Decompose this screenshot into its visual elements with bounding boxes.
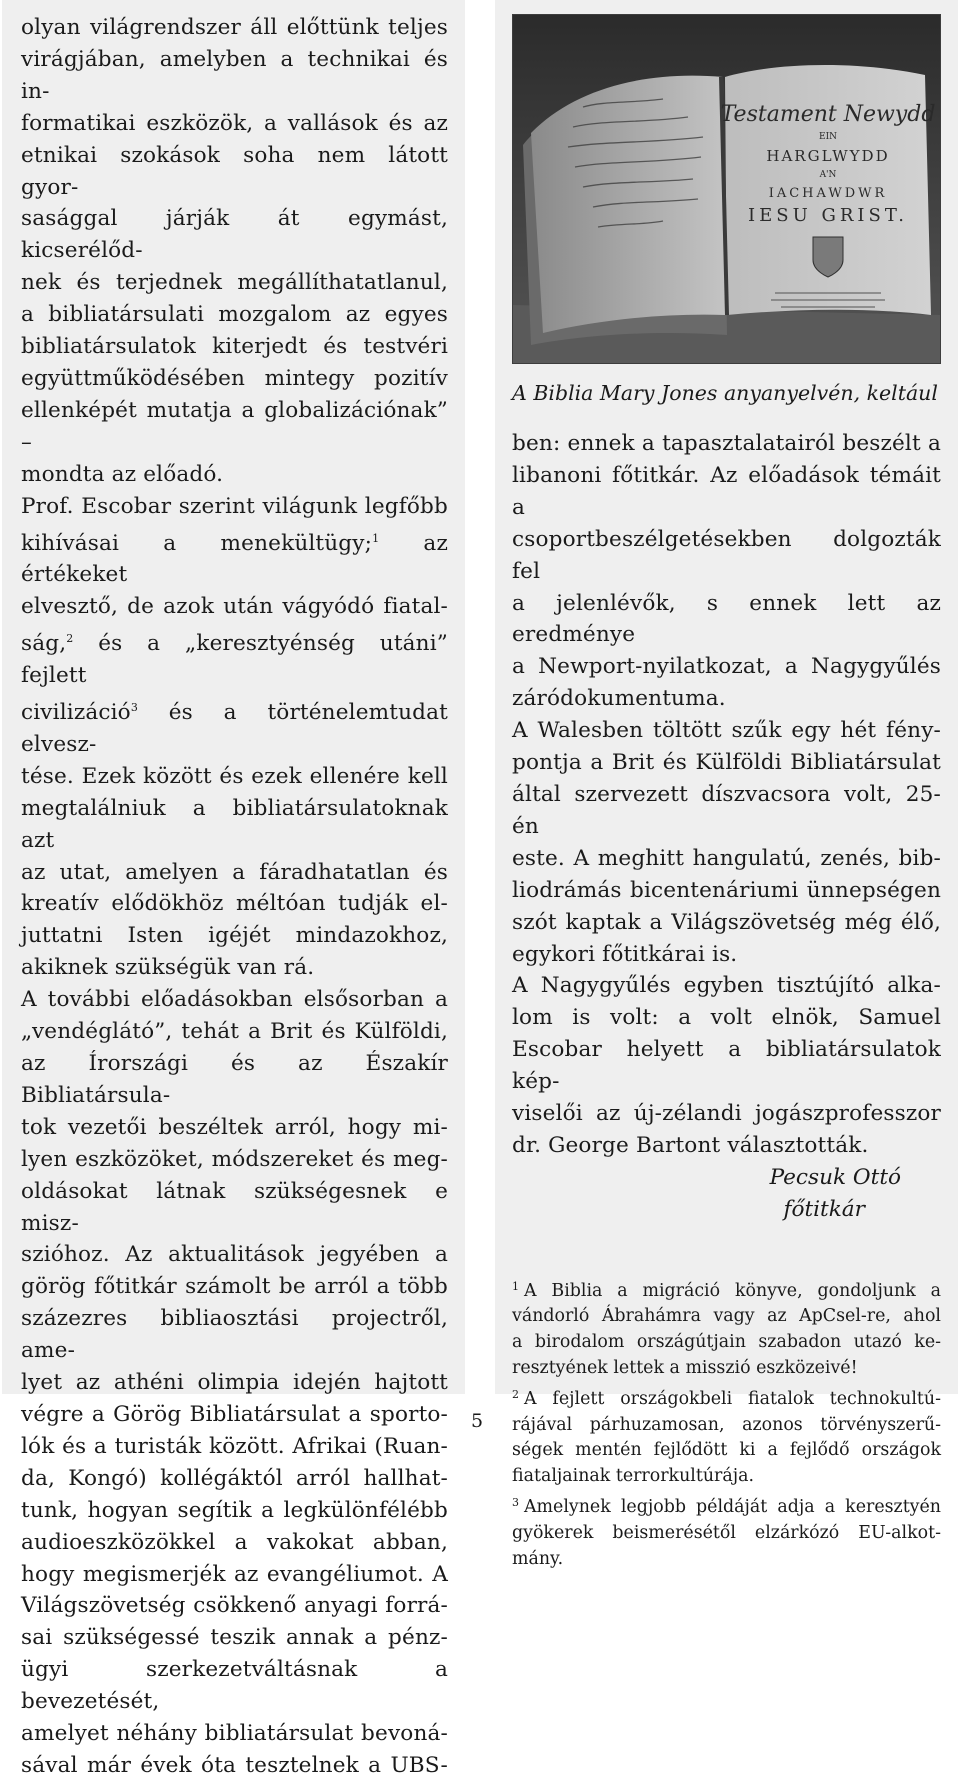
text-line: lók és a turisták között. Afrikai (Ruan-: [21, 1433, 448, 1459]
footnote-line: fiataljainak terrorkultúrája.: [512, 1466, 754, 1487]
text-line: megtalálniuk a bibliatársulatoknak azt: [21, 795, 448, 853]
text-fragment: és a „keresztyénség utáni” fejlett: [21, 631, 448, 689]
footnote-line: gyökerek beismerésétől elzárkózó EU-alkot-: [512, 1522, 941, 1543]
text-line: libanoni főtitkár. Az előadások témáit a: [512, 462, 941, 520]
text-line: nek és terjednek megállíthatatlanul,: [21, 270, 448, 296]
footnote-line: ségek mentén fejlődött ki a fejlődő országok: [512, 1440, 941, 1461]
text-line: együttműködésében mintegy pozitív: [21, 365, 448, 391]
footnote: [512, 1490, 941, 1572]
text-fragment: ság,: [21, 631, 67, 657]
text-fragment: civilizáció: [21, 700, 131, 726]
text-line: virágjában, amelyben a technikai és in-: [21, 46, 448, 104]
footnote: [512, 1382, 941, 1490]
text-line: viselői az új-zélandi jogászprofesszor: [512, 1101, 941, 1127]
text-line: pontja a Brit és Külföldi Bibliatársulat: [512, 750, 941, 776]
text-line: audioeszközökkel a vakokat abban,: [21, 1529, 448, 1555]
text-line: záródokumentuma.: [512, 686, 726, 712]
text-line: hogy megismerjék az evangéliumot. A: [21, 1561, 448, 1587]
text-line: Escobar helyett a bibliatársulatok kép-: [512, 1037, 941, 1095]
text-line: [21, 692, 448, 761]
text-line: ügyi szerkezetváltásnak a bevezetését,: [21, 1657, 448, 1715]
text-line: görög főtitkár számolt be arról a több: [21, 1274, 448, 1300]
photo-caption: A Biblia Mary Jones anyanyelvén, keltául: [512, 381, 938, 405]
text-fragment: és a történelemtudat elvesz-: [21, 700, 448, 757]
text-line: az utat, amelyen a fáradhatatlan és: [21, 859, 448, 885]
text-line: százezres bibliaosztási projectről, ame-: [21, 1306, 448, 1364]
text-line: a bibliatársulati mozgalom az egyes: [21, 302, 448, 328]
text-line: A további előadásokban elsősorban a: [21, 987, 448, 1013]
text-line: elvesztő, de azok után vágyódó fiatal-: [21, 594, 448, 620]
text-line: dr. George Bartont választották.: [512, 1132, 869, 1158]
text-fragment: Amelynek legjobb példáját adja a keresztyén: [524, 1497, 941, 1518]
text-line: mondta az előadó.: [21, 461, 224, 487]
paragraph: [512, 970, 941, 1161]
text-line: „vendéglátó”, tehát a Brit és Külföldi,: [21, 1019, 448, 1045]
bible-title-line: Testament Newydd: [720, 102, 936, 127]
text-line: sával már évek óta tesztelnek a UBS-: [21, 1752, 448, 1778]
text-line: [21, 523, 448, 592]
text-line: etnikai szokások soha nem látott gyor-: [21, 142, 448, 200]
paragraph: [21, 491, 448, 985]
page-number: 5: [471, 1410, 484, 1432]
left-column: [2, 0, 465, 1778]
text-line: ellenképét mutatja a globalizációnak” –: [21, 397, 448, 455]
footnote-line: rájával párhuzamosan, azonos törvényszerű-: [512, 1414, 941, 1435]
footnote-number: 1: [512, 1279, 519, 1293]
bible-title-line: A'N: [819, 170, 837, 180]
paragraph: [512, 428, 941, 715]
text-fragment: kihívásai a menekültügy;: [21, 530, 373, 556]
text-line: a Newport-nyilatkozat, a Nagygyűlés: [512, 654, 941, 680]
text-line: egykori főtitkárai is.: [512, 941, 738, 967]
bible-title-line: IACHAWDWR: [768, 186, 888, 201]
text-line: [21, 623, 448, 692]
right-column: [495, 0, 958, 1569]
text-line: sasággal járják át egymást, kicserélőd-: [21, 206, 448, 264]
text-line: kreatív elődökhöz méltóan tudják el-: [21, 891, 448, 917]
text-line: A Nagygyűlés egyben tisztújító alka-: [512, 973, 941, 999]
footnote-ref: 1: [372, 531, 380, 545]
text-line: da, Kongó) kollégáktól arról hallhat-: [21, 1465, 448, 1491]
text-line: szót kaptak a Világszövetség még élő,: [512, 909, 941, 935]
text-line: olyan világrendszer áll előttünk teljes: [21, 15, 448, 40]
paragraph: [21, 12, 448, 491]
text-line: oldásokat látnak szükségesnek e misz-: [21, 1178, 448, 1236]
text-line: szióhoz. Az aktualitások jegyében a: [21, 1242, 448, 1268]
bible-title-line: IESU GRIST.: [748, 205, 908, 226]
bible-photo: [512, 14, 941, 364]
footnote-line: [512, 1490, 941, 1521]
text-line: formatikai eszközök, a vallások és az: [21, 110, 448, 136]
text-line: este. A meghitt hangulatú, zenés, bib-: [512, 845, 941, 871]
text-line: csoportbeszélgetésekben dolgozták fel: [512, 526, 941, 584]
paragraph: [21, 984, 448, 1782]
text-line: a jelenlévők, s ennek lett az eredménye: [512, 590, 941, 648]
text-line: bibliatársulatok kiterjedt és testvéri: [21, 334, 448, 360]
text-line: lyet az athéni olimpia idején hajtott: [21, 1370, 448, 1396]
footnote-number: 3: [512, 1496, 519, 1510]
text-line: Prof. Escobar szerint világunk legfőbb: [21, 493, 448, 519]
bible-title-line: HARGLWYDD: [766, 147, 890, 165]
bible-title-line: EIN: [819, 132, 837, 142]
footnote-line: [512, 1382, 941, 1413]
text-line: akiknek szükségük van rá.: [21, 955, 315, 981]
paragraph: [512, 715, 941, 970]
signature-name: Pecsuk Ottó: [769, 1164, 901, 1190]
footnote-line: mány.: [512, 1548, 564, 1569]
text-fragment: A fejlett országokbeli fiatalok technokultú-: [524, 1388, 941, 1409]
text-line: tok vezetői beszéltek arról, hogy mi-: [21, 1114, 448, 1140]
signature-title: főtitkár: [783, 1196, 865, 1222]
text-line: tése. Ezek között és ezek ellenére kell: [21, 763, 448, 789]
open-bible-illustration: [513, 15, 940, 363]
footnote-line: vándorló Ábrahámra vagy az ApCsel-re, ahol: [512, 1306, 941, 1327]
signature: [512, 1162, 941, 1226]
text-line: liodrámás bicentenáriumi ünnepségen: [512, 877, 941, 903]
footnote-line: resztyének lettek a misszió eszközeivé!: [512, 1358, 858, 1379]
footnotes: [512, 1274, 941, 1573]
footnote-line: a birodalom országútjain szabadon utazó ke-: [512, 1332, 941, 1353]
text-fragment: A Biblia a migráció könyve, gondoljunk a: [524, 1280, 941, 1301]
text-line: Világszövetség csökkenő anyagi forrá-: [21, 1593, 448, 1619]
text-line: lom is volt: a volt elnök, Samuel: [512, 1005, 941, 1031]
text-line: A Walesben töltött szűk egy hét fény-: [512, 718, 941, 744]
text-line: amelyet néhány bibliatársulat bevoná-: [21, 1721, 448, 1747]
text-line: tunk, hogyan segítik a legkülönfélébb: [21, 1497, 448, 1523]
text-line: sai szükségessé teszik annak a pénz-: [21, 1625, 448, 1651]
footnote-ref: 2: [66, 632, 74, 646]
text-line: végre a Görög Bibliatársulat a sporto-: [21, 1401, 448, 1427]
footnote-line: [512, 1274, 941, 1305]
text-line: által szervezett díszvacsora volt, 25-én: [512, 781, 941, 839]
text-fragment: az értékeket: [21, 530, 448, 588]
text-line: juttatni Isten igéjét mindazokhoz,: [21, 923, 448, 949]
footnote-ref: 3: [130, 701, 138, 715]
footnote: [512, 1274, 941, 1382]
text-line: lyen eszközöket, módszereket és meg-: [21, 1146, 448, 1172]
text-line: ben: ennek a tapasztalatairól beszélt a: [512, 431, 941, 456]
footnote-number: 2: [512, 1387, 519, 1401]
text-line: az Írországi és az Északír Bibliatársula-: [21, 1051, 448, 1108]
